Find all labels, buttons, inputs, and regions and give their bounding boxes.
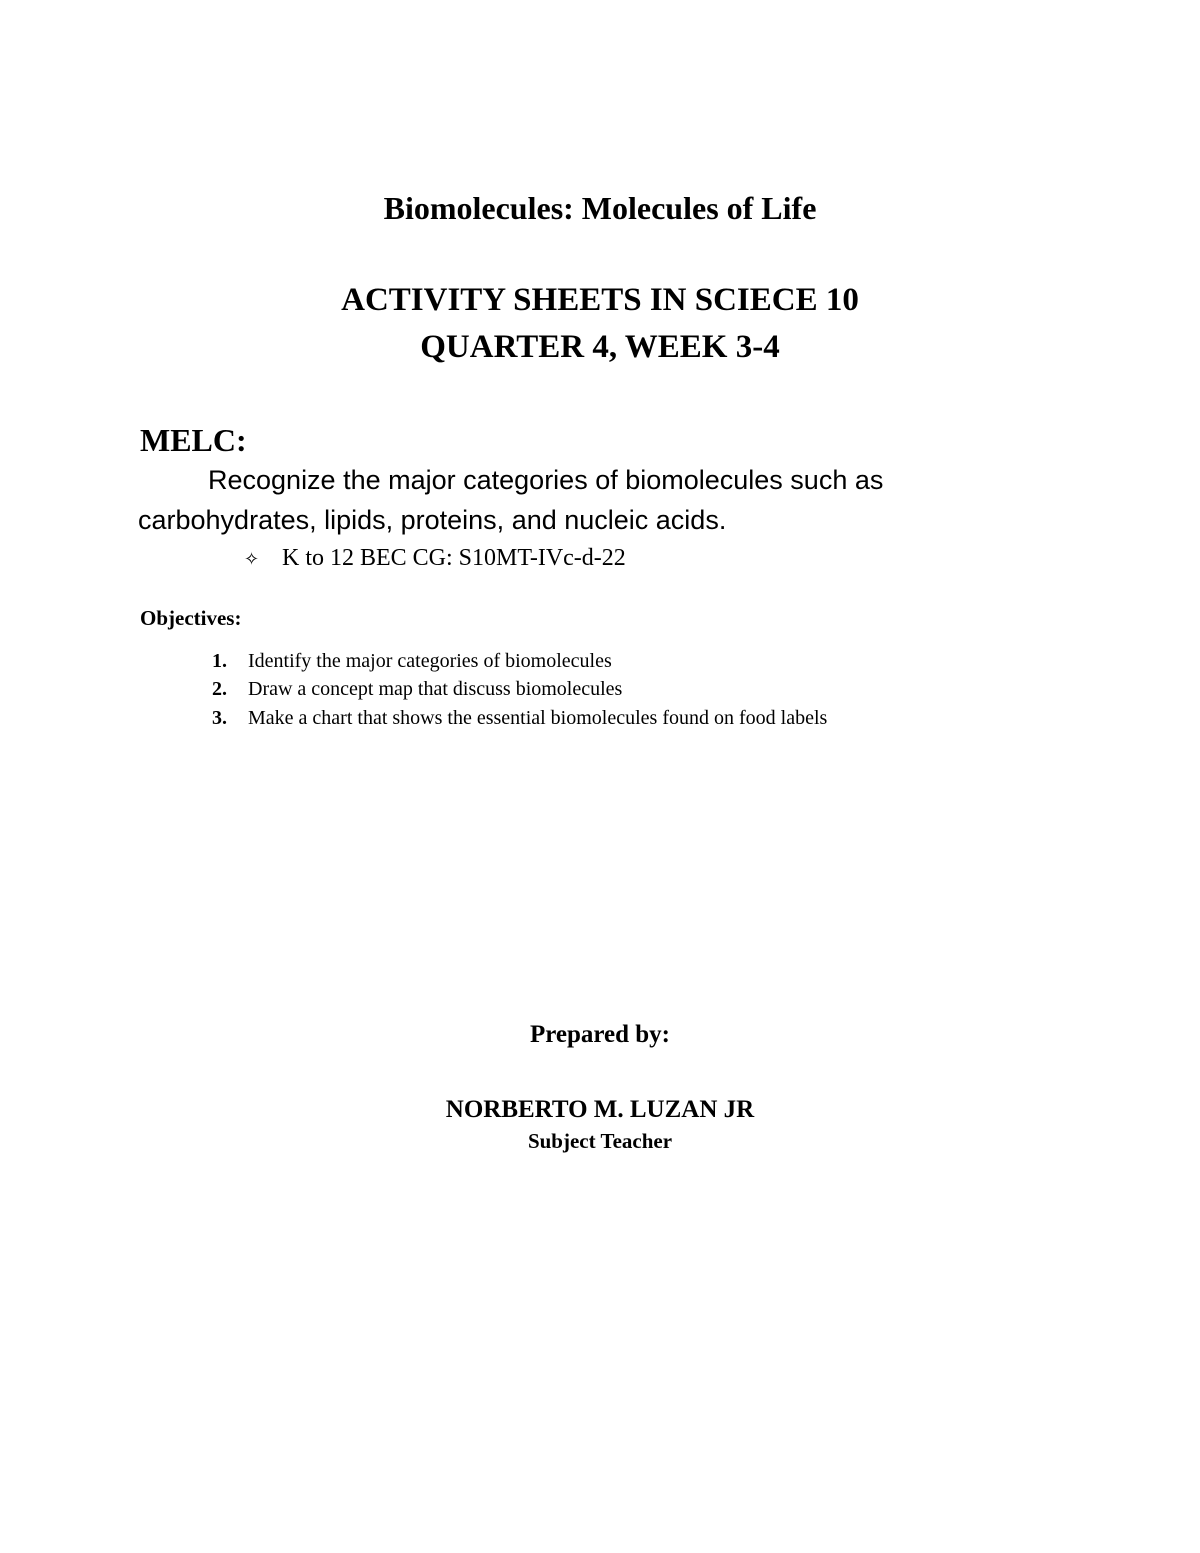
objective-number: 1. xyxy=(212,650,227,672)
melc-text-line2: carbohydrates, lipids, proteins, and nucleic acids. xyxy=(138,505,727,535)
objective-item xyxy=(212,704,827,732)
objective-number: 2. xyxy=(212,678,227,700)
star-bullet-icon: ✧ xyxy=(244,549,260,570)
melc-heading: MELC: xyxy=(140,422,247,458)
document-title: Biomolecules: Molecules of Life xyxy=(383,190,817,226)
teacher-role: Subject Teacher xyxy=(527,1129,673,1153)
melc-text-line1: Recognize the major categories of biomolecules such as xyxy=(208,465,884,495)
curriculum-code: K to 12 BEC CG: S10MT-IVc-d-22 xyxy=(282,545,626,571)
objective-text: Make a chart that shows the essential biomolecules found on food labels xyxy=(248,707,828,729)
activity-sheet-title: ACTIVITY SHEETS IN SCIECE 10 xyxy=(341,282,859,318)
objective-text: Identify the major categories of biomolecules xyxy=(248,650,612,672)
objective-item xyxy=(212,675,622,703)
curriculum-code-item xyxy=(244,542,626,576)
objective-text: Draw a concept map that discuss biomolecules xyxy=(248,678,623,700)
quarter-week-title: QUARTER 4, WEEK 3-4 xyxy=(420,329,780,365)
objective-number: 3. xyxy=(212,707,227,729)
prepared-by-label: Prepared by: xyxy=(529,1021,671,1048)
teacher-name: NORBERTO M. LUZAN JR xyxy=(445,1096,755,1123)
objectives-heading: Objectives: xyxy=(140,606,242,630)
objective-item xyxy=(212,647,612,675)
